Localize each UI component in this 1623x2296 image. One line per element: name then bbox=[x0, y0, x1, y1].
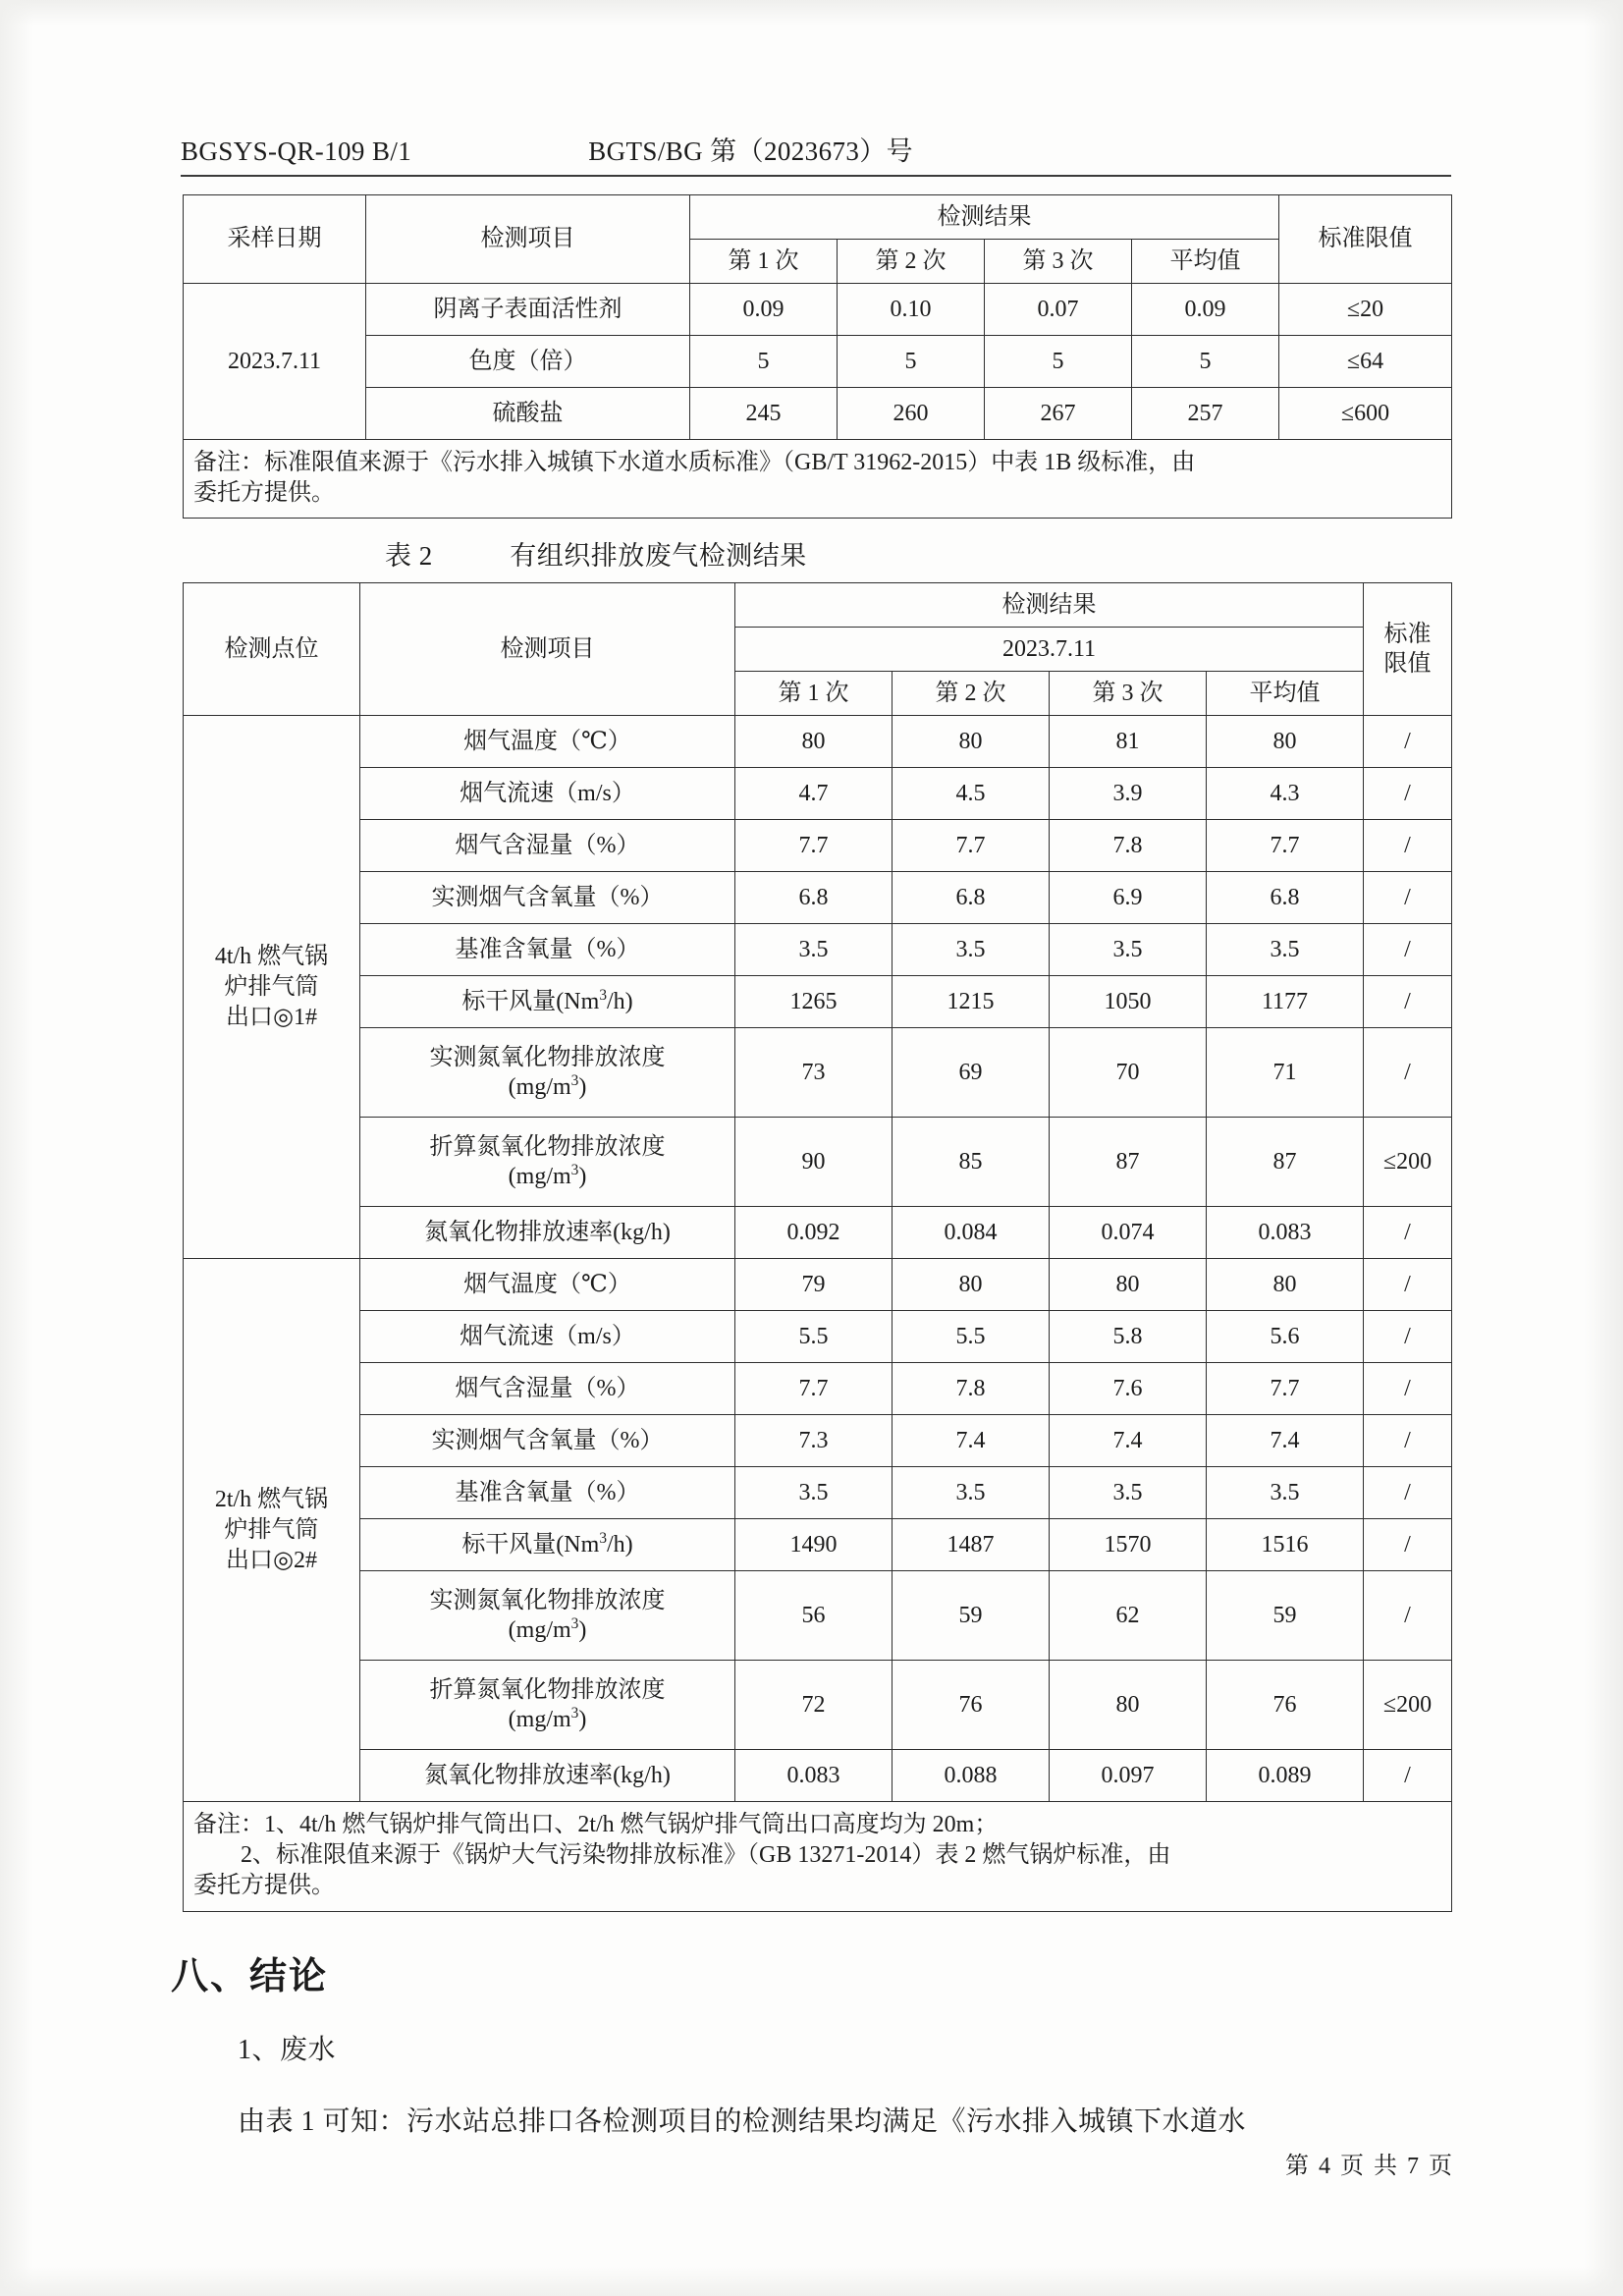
table2-caption-label: 表 2 bbox=[385, 541, 433, 572]
note-line-2: 委托方提供。 bbox=[193, 479, 335, 506]
table-row bbox=[184, 1750, 1452, 1802]
note-line-3: 委托方提供。 bbox=[193, 1872, 335, 1898]
cell-item: 标干风量(Nm$^3$/h) bbox=[360, 976, 735, 1028]
table-row bbox=[184, 1028, 1452, 1118]
note-line-2: 2、标准限值来源于《锅炉大气污染物排放标准》（GB 13271-2014）表 2 燃气锅炉标准，由 bbox=[241, 1842, 1171, 1869]
cell-limit: / bbox=[1364, 768, 1452, 820]
cell-run2: 80 bbox=[893, 716, 1050, 768]
cell-average: 5 bbox=[1132, 336, 1279, 388]
cell-limit: ≤200 bbox=[1364, 1661, 1452, 1750]
measurement-point-line-1: 2t/h 燃气锅 bbox=[214, 1487, 329, 1513]
cell-run2: 1487 bbox=[893, 1519, 1050, 1571]
cell-item: 氮氧化物排放速率(kg/h) bbox=[360, 1207, 735, 1259]
cell-limit: ≤200 bbox=[1364, 1118, 1452, 1207]
col-header-run1: 第 1 次 bbox=[735, 672, 893, 716]
cell-run1: 80 bbox=[735, 716, 893, 768]
exhaust-gas-table-body bbox=[184, 716, 1452, 1802]
cell-run3: 3.5 bbox=[1050, 1467, 1207, 1519]
cell-item: 实测烟气含氧量（%） bbox=[360, 872, 735, 924]
cell-limit: / bbox=[1364, 1415, 1452, 1467]
cell-run1: 4.7 bbox=[735, 768, 893, 820]
col-header-standard-limit: 标准限值 bbox=[1279, 195, 1452, 284]
table-row bbox=[184, 1415, 1452, 1467]
table-row bbox=[184, 1571, 1452, 1661]
note-line-1: 备注：1、4t/h 燃气锅炉排气筒出口、2t/h 燃气锅炉排气筒出口高度均为 20m； bbox=[193, 1812, 999, 1838]
form-code: BGSYS-QR-109 B/1 bbox=[181, 137, 412, 166]
cell-run2: 0.10 bbox=[838, 284, 985, 336]
cell-limit: ≤600 bbox=[1279, 388, 1452, 440]
cell-average: 1516 bbox=[1207, 1519, 1364, 1571]
cell-item: 烟气流速（m/s） bbox=[360, 768, 735, 820]
cell-run1: 6.8 bbox=[735, 872, 893, 924]
wastewater-results-table bbox=[183, 194, 1452, 519]
cell-run3: 81 bbox=[1050, 716, 1207, 768]
note-line-1: 备注：标准限值来源于《污水排入城镇下水道水质标准》（GB/T 31962-2015）中表 1B 级标准，由 bbox=[193, 450, 1196, 475]
col-header-run1: 第 1 次 bbox=[690, 240, 838, 284]
cell-run1: 7.7 bbox=[735, 1363, 893, 1415]
table-header-row bbox=[184, 195, 1452, 240]
cell-item: 基准含氧量（%） bbox=[360, 1467, 735, 1519]
cell-run2: 1215 bbox=[893, 976, 1050, 1028]
cell-item: 标干风量(Nm$^3$/h) bbox=[360, 1519, 735, 1571]
cell-run2: 4.5 bbox=[893, 768, 1050, 820]
page-content bbox=[171, 130, 1451, 2143]
cell-limit: / bbox=[1364, 1311, 1452, 1363]
cell-run2: 7.8 bbox=[893, 1363, 1050, 1415]
cell-item: 烟气温度（℃） bbox=[360, 716, 735, 768]
cell-run2: 76 bbox=[893, 1661, 1050, 1750]
cell-run1: 7.3 bbox=[735, 1415, 893, 1467]
scan-edge-bottom bbox=[0, 2267, 1623, 2296]
cell-run1: 5 bbox=[690, 336, 838, 388]
col-header-sampling-date: 采样日期 bbox=[184, 195, 366, 284]
table-row bbox=[184, 1363, 1452, 1415]
cell-run3: 0.097 bbox=[1050, 1750, 1207, 1802]
section-title-conclusion: 八、结论 bbox=[171, 1953, 329, 1997]
cell-limit: / bbox=[1364, 924, 1452, 976]
cell-item: 烟气含湿量（%） bbox=[360, 820, 735, 872]
col-header-run3: 第 3 次 bbox=[1050, 672, 1207, 716]
col-header-standard-limit bbox=[1364, 583, 1452, 716]
cell-average: 7.4 bbox=[1207, 1415, 1364, 1467]
table-header-row bbox=[184, 583, 1452, 628]
table-row bbox=[184, 820, 1452, 872]
cell-limit: / bbox=[1364, 1363, 1452, 1415]
table-row bbox=[184, 768, 1452, 820]
standard-limit-line2: 限值 bbox=[1383, 651, 1432, 678]
cell-run2: 5 bbox=[838, 336, 985, 388]
cell-item: 烟气流速（m/s） bbox=[360, 1311, 735, 1363]
cell-limit: / bbox=[1364, 872, 1452, 924]
cell-limit: / bbox=[1364, 1571, 1452, 1661]
table2-caption-title: 有组织排放废气检测结果 bbox=[510, 541, 807, 572]
col-header-run2: 第 2 次 bbox=[893, 672, 1050, 716]
cell-limit: / bbox=[1364, 1467, 1452, 1519]
table-row bbox=[184, 976, 1452, 1028]
cell-run1: 56 bbox=[735, 1571, 893, 1661]
cell-average: 80 bbox=[1207, 1259, 1364, 1311]
cell-limit: ≤64 bbox=[1279, 336, 1452, 388]
col-header-results-group: 检测结果 bbox=[690, 195, 1279, 240]
cell-average: 0.09 bbox=[1132, 284, 1279, 336]
cell-run2: 7.7 bbox=[893, 820, 1050, 872]
cell-item: 硫酸盐 bbox=[366, 388, 690, 440]
cell-measurement-point bbox=[184, 716, 360, 1259]
measurement-point-line-2: 炉排气筒 bbox=[224, 974, 319, 1001]
cell-run1: 0.083 bbox=[735, 1750, 893, 1802]
cell-run2: 59 bbox=[893, 1571, 1050, 1661]
cell-item: 氮氧化物排放速率(kg/h) bbox=[360, 1750, 735, 1802]
measurement-point-line-3: 出口◎2# bbox=[226, 1547, 317, 1573]
col-header-item: 检测项目 bbox=[360, 583, 735, 716]
cell-average: 5.6 bbox=[1207, 1311, 1364, 1363]
cell-run3: 62 bbox=[1050, 1571, 1207, 1661]
table-note-row bbox=[184, 440, 1452, 519]
subsection-wastewater: 1、废水 bbox=[238, 2034, 337, 2065]
cell-item: 烟气含湿量（%） bbox=[360, 1363, 735, 1415]
cell-average: 76 bbox=[1207, 1661, 1364, 1750]
cell-run1: 73 bbox=[735, 1028, 893, 1118]
cell-run2: 85 bbox=[893, 1118, 1050, 1207]
cell-average: 7.7 bbox=[1207, 820, 1364, 872]
cell-item: 折算氮氧化物排放浓度 $(mg/m^3)$ bbox=[360, 1661, 735, 1750]
cell-run1: 7.7 bbox=[735, 820, 893, 872]
table-row bbox=[184, 1519, 1452, 1571]
cell-run2: 0.088 bbox=[893, 1750, 1050, 1802]
cell-item: 折算氮氧化物排放浓度 $(mg/m^3)$ bbox=[360, 1118, 735, 1207]
document-header bbox=[181, 130, 1451, 177]
cell-run1: 3.5 bbox=[735, 1467, 893, 1519]
cell-limit: / bbox=[1364, 1259, 1452, 1311]
standard-limit-line1: 标准 bbox=[1383, 621, 1432, 647]
col-header-results-group: 检测结果 bbox=[735, 583, 1364, 628]
cell-run1: 0.09 bbox=[690, 284, 838, 336]
cell-run2: 3.5 bbox=[893, 1467, 1050, 1519]
conclusion-paragraph: 由表 1 可知：污水站总排口各检测项目的检测结果均满足《污水排入城镇下水道水 bbox=[238, 2105, 1247, 2137]
table-row bbox=[184, 924, 1452, 976]
scan-edge-right bbox=[1584, 0, 1623, 2296]
col-header-point: 检测点位 bbox=[184, 583, 360, 716]
cell-item: 实测烟气含氧量（%） bbox=[360, 1415, 735, 1467]
cell-run2: 260 bbox=[838, 388, 985, 440]
cell-average: 3.5 bbox=[1207, 924, 1364, 976]
cell-run2: 7.4 bbox=[893, 1415, 1050, 1467]
cell-average: 71 bbox=[1207, 1028, 1364, 1118]
cell-limit: / bbox=[1364, 716, 1452, 768]
cell-average: 80 bbox=[1207, 716, 1364, 768]
cell-measurement-point bbox=[184, 1259, 360, 1802]
measurement-point-line-1: 4t/h 燃气锅 bbox=[214, 944, 329, 970]
cell-run3: 7.8 bbox=[1050, 820, 1207, 872]
cell-run3: 0.074 bbox=[1050, 1207, 1207, 1259]
col-header-average: 平均值 bbox=[1207, 672, 1364, 716]
scan-edge-left bbox=[0, 0, 33, 2296]
exhaust-gas-results-table bbox=[183, 582, 1452, 1911]
cell-run3: 5.8 bbox=[1050, 1311, 1207, 1363]
cell-sampling-date: 2023.7.11 bbox=[184, 284, 366, 440]
scan-edge-top bbox=[0, 0, 1623, 26]
cell-run3: 267 bbox=[985, 388, 1132, 440]
report-reference-number: BGTS/BG 第（2023673）号 bbox=[588, 137, 914, 166]
cell-run3: 1050 bbox=[1050, 976, 1207, 1028]
cell-run1: 1490 bbox=[735, 1519, 893, 1571]
cell-run1: 3.5 bbox=[735, 924, 893, 976]
cell-run3: 80 bbox=[1050, 1259, 1207, 1311]
col-header-run3: 第 3 次 bbox=[985, 240, 1132, 284]
cell-limit: / bbox=[1364, 1207, 1452, 1259]
cell-limit: / bbox=[1364, 1750, 1452, 1802]
cell-run3: 87 bbox=[1050, 1118, 1207, 1207]
cell-run1: 72 bbox=[735, 1661, 893, 1750]
cell-limit: / bbox=[1364, 976, 1452, 1028]
cell-run1: 79 bbox=[735, 1259, 893, 1311]
page-footer: 第 4 页 共 7 页 bbox=[1285, 2154, 1454, 2179]
table-row bbox=[184, 716, 1452, 768]
cell-run1: 0.092 bbox=[735, 1207, 893, 1259]
cell-run1: 1265 bbox=[735, 976, 893, 1028]
cell-limit: / bbox=[1364, 1028, 1452, 1118]
table-note-row bbox=[184, 1802, 1452, 1911]
table-row bbox=[184, 1259, 1452, 1311]
cell-run2: 69 bbox=[893, 1028, 1050, 1118]
cell-average: 0.089 bbox=[1207, 1750, 1364, 1802]
table-row bbox=[184, 872, 1452, 924]
table1-note bbox=[184, 440, 1452, 519]
cell-item: 基准含氧量（%） bbox=[360, 924, 735, 976]
cell-limit: / bbox=[1364, 1519, 1452, 1571]
table2-caption bbox=[183, 534, 1451, 573]
table-row bbox=[184, 1118, 1452, 1207]
table-row bbox=[184, 388, 1452, 440]
cell-limit: ≤20 bbox=[1279, 284, 1452, 336]
cell-average: 6.8 bbox=[1207, 872, 1364, 924]
cell-item: 实测氮氧化物排放浓度 $(mg/m^3)$ bbox=[360, 1028, 735, 1118]
table-row bbox=[184, 284, 1452, 336]
cell-run3: 3.5 bbox=[1050, 924, 1207, 976]
col-header-run2: 第 2 次 bbox=[838, 240, 985, 284]
table-row bbox=[184, 1661, 1452, 1750]
cell-average: 59 bbox=[1207, 1571, 1364, 1661]
table-row bbox=[184, 1311, 1452, 1363]
table-row bbox=[184, 1467, 1452, 1519]
col-header-average: 平均值 bbox=[1132, 240, 1279, 284]
cell-run3: 5 bbox=[985, 336, 1132, 388]
cell-average: 87 bbox=[1207, 1118, 1364, 1207]
col-header-date: 2023.7.11 bbox=[735, 628, 1364, 672]
measurement-point-line-2: 炉排气筒 bbox=[224, 1517, 319, 1544]
table2-note bbox=[184, 1802, 1452, 1911]
cell-run2: 5.5 bbox=[893, 1311, 1050, 1363]
col-header-item: 检测项目 bbox=[366, 195, 690, 284]
table-row bbox=[184, 1207, 1452, 1259]
cell-run1: 90 bbox=[735, 1118, 893, 1207]
cell-item: 色度（倍） bbox=[366, 336, 690, 388]
cell-average: 7.7 bbox=[1207, 1363, 1364, 1415]
cell-average: 4.3 bbox=[1207, 768, 1364, 820]
cell-run3: 6.9 bbox=[1050, 872, 1207, 924]
cell-run3: 3.9 bbox=[1050, 768, 1207, 820]
cell-limit: / bbox=[1364, 820, 1452, 872]
cell-run3: 1570 bbox=[1050, 1519, 1207, 1571]
cell-average: 1177 bbox=[1207, 976, 1364, 1028]
cell-run2: 6.8 bbox=[893, 872, 1050, 924]
cell-run3: 80 bbox=[1050, 1661, 1207, 1750]
table-row bbox=[184, 336, 1452, 388]
cell-run2: 80 bbox=[893, 1259, 1050, 1311]
cell-run1: 5.5 bbox=[735, 1311, 893, 1363]
cell-item: 阴离子表面活性剂 bbox=[366, 284, 690, 336]
cell-run3: 0.07 bbox=[985, 284, 1132, 336]
cell-run2: 0.084 bbox=[893, 1207, 1050, 1259]
cell-item: 实测氮氧化物排放浓度 $(mg/m^3)$ bbox=[360, 1571, 735, 1661]
cell-item: 烟气温度（℃） bbox=[360, 1259, 735, 1311]
cell-run2: 3.5 bbox=[893, 924, 1050, 976]
cell-average: 0.083 bbox=[1207, 1207, 1364, 1259]
cell-run3: 7.4 bbox=[1050, 1415, 1207, 1467]
cell-run1: 245 bbox=[690, 388, 838, 440]
cell-average: 3.5 bbox=[1207, 1467, 1364, 1519]
cell-average: 257 bbox=[1132, 388, 1279, 440]
measurement-point-line-3: 出口◎1# bbox=[226, 1004, 317, 1030]
cell-run3: 70 bbox=[1050, 1028, 1207, 1118]
cell-run3: 7.6 bbox=[1050, 1363, 1207, 1415]
